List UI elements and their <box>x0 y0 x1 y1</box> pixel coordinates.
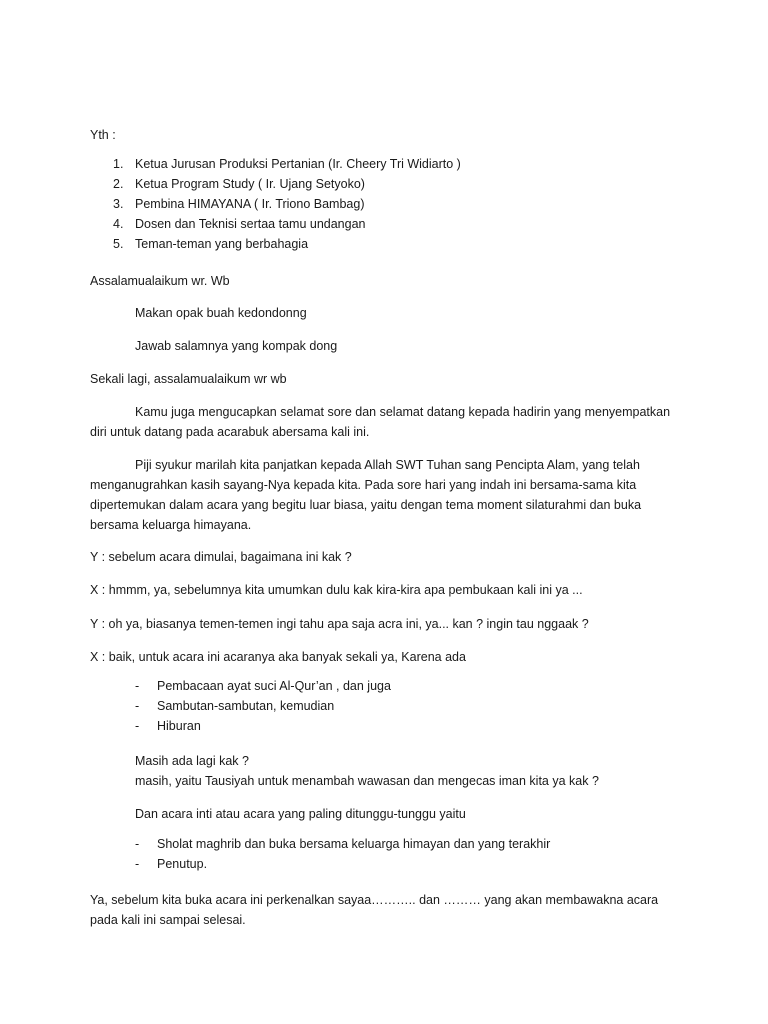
list-number: 1. <box>113 157 124 171</box>
question-line: Dan acara inti atau acara yang paling ditunggu-tunggu yaitu <box>135 807 466 821</box>
list-text: Penutup. <box>157 857 208 871</box>
list-text: Sambutan-sambutan, kemudian <box>157 699 335 713</box>
dialog-line: X : hmmm, ya, sebelumnya kita umumkan dulu kak kira-kira apa pembukaan kali ini ya ... <box>90 583 583 597</box>
list-dash: - <box>135 857 140 871</box>
list-text: Ketua Program Study ( Ir. Ujang Setyoko) <box>135 177 365 191</box>
pantun-line-1: Makan opak buah kedondonng <box>135 306 307 320</box>
welcome-paragraph: Kamu juga mengucapkan selamat sore dan selamat datang kepada hadirin yang menyempatkan diri untuk datang pada acarabuk abersama kali ini. <box>90 405 671 439</box>
pantun-line-2: Jawab salamnya yang kompak dong <box>135 339 338 353</box>
list-dash: - <box>135 837 140 851</box>
list-text: Pembacaan ayat suci Al-Qur’an , dan juga <box>157 679 391 693</box>
greeting: Yth : <box>90 128 116 142</box>
list-text: Hiburan <box>157 719 201 733</box>
gratitude-paragraph: Piji syukur marilah kita panjatkan kepada Allah SWT Tuhan sang Pencipta Alam, yang telah menganugrahkan kasih sayang-Nya kepada kita. Pada sore hari yang indah ini bersama-sama kita dipertemukan dalam acara yang begitu luar biasa, yaitu dengan tema moment silaturahmi dan buka bersama keluarga himayana. <box>90 458 642 532</box>
list-text: Ketua Jurusan Produksi Pertanian (Ir. Cheery Tri Widiarto ) <box>135 157 461 171</box>
list-number: 3. <box>113 197 124 211</box>
list-number: 5. <box>113 237 124 251</box>
list-text: Dosen dan Teknisi sertaa tamu undangan <box>135 217 366 231</box>
dialog-line: Y : oh ya, biasanya temen-temen ingi tahu apa saja acra ini, ya... kan ? ingin tau nggaak ? <box>90 617 589 631</box>
answer-line: masih, yaitu Tausiyah untuk menambah wawasan dan mengecas iman kita ya kak ? <box>135 774 599 788</box>
list-text: Pembina HIMAYANA ( Ir. Triono Bambag) <box>135 197 365 211</box>
list-number: 2. <box>113 177 124 191</box>
list-text: Sholat maghrib dan buka bersama keluarga himayan dan yang terakhir <box>157 837 551 851</box>
dialog-line: X : baik, untuk acara ini acaranya aka banyak sekali ya, Karena ada <box>90 650 466 664</box>
closing-paragraph: Ya, sebelum kita buka acara ini perkenalkan sayaa……….. dan ……… yang akan membawakna acara pada kali ini sampai selesai. <box>90 893 659 927</box>
list-dash: - <box>135 679 140 693</box>
list-number: 4. <box>113 217 124 231</box>
question-line: Masih ada lagi kak ? <box>135 754 249 768</box>
dialog-line: Y : sebelum acara dimulai, bagaimana ini kak ? <box>90 550 352 564</box>
salam-repeat: Sekali lagi, assalamualaikum wr wb <box>90 372 287 386</box>
salam-opening: Assalamualaikum wr. Wb <box>90 274 230 288</box>
list-dash: - <box>135 699 140 713</box>
list-dash: - <box>135 719 140 733</box>
list-text: Teman-teman yang berbahagia <box>135 237 309 251</box>
